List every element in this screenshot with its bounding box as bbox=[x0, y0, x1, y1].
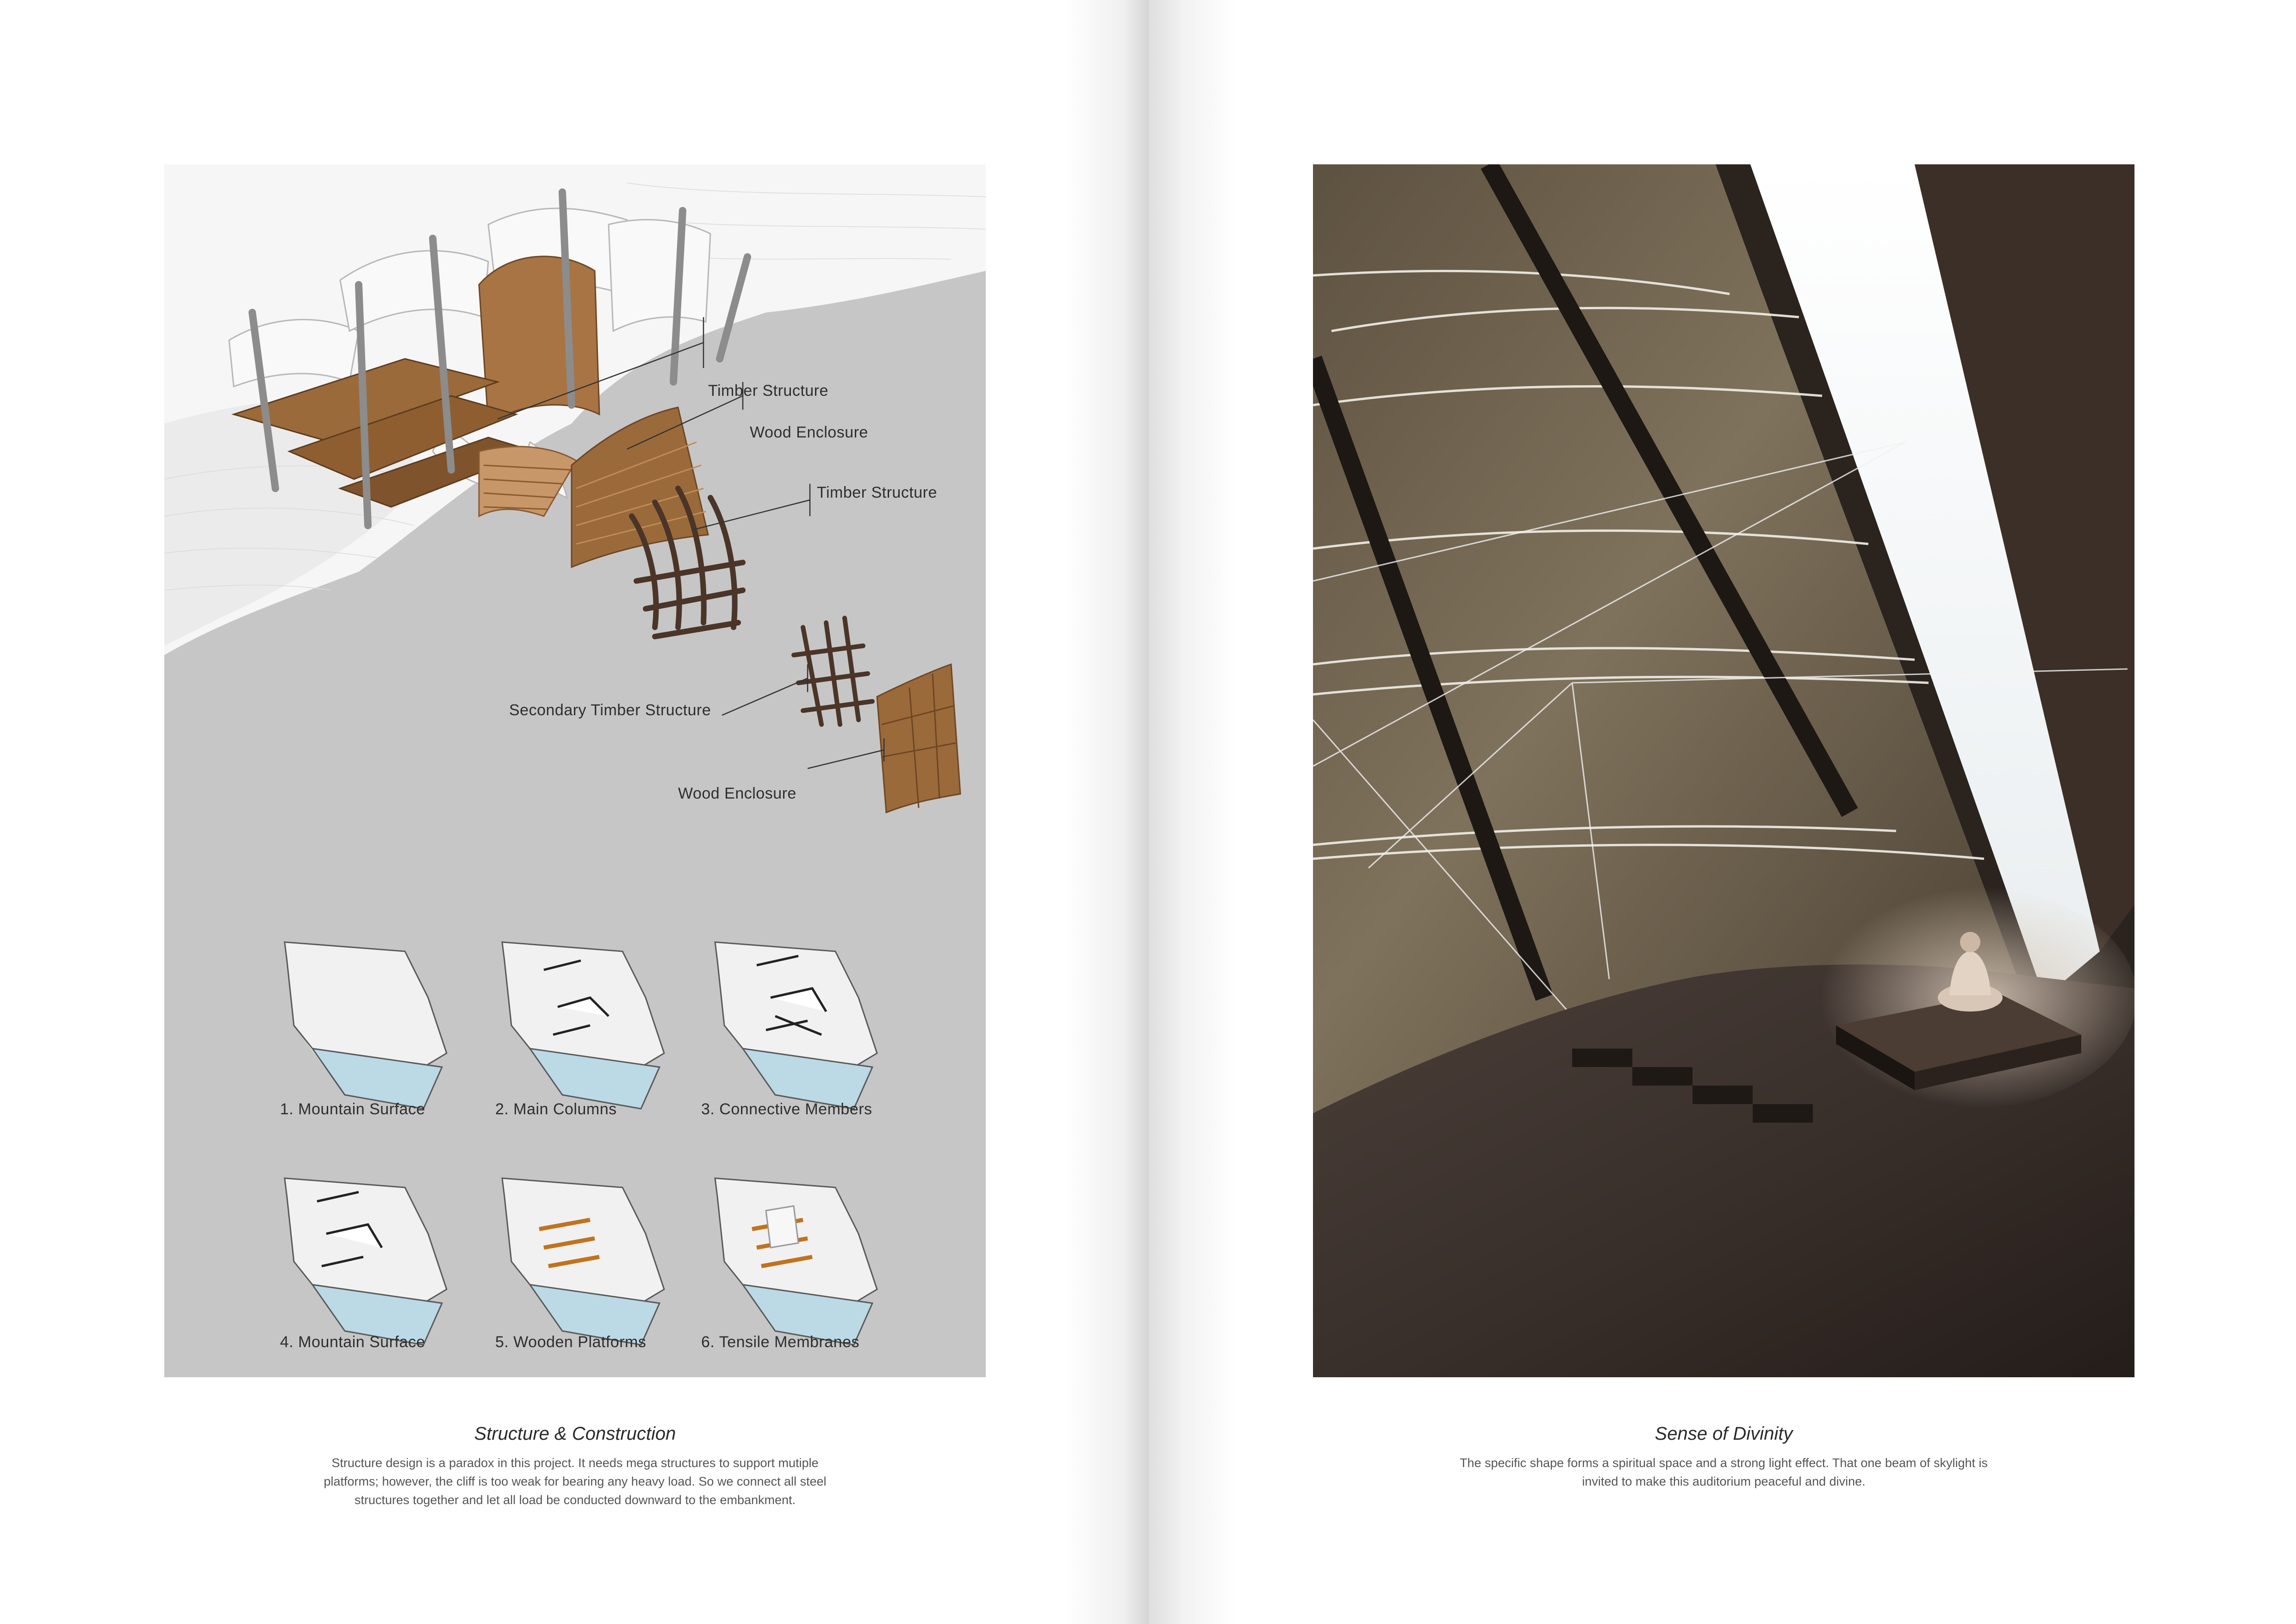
caption-title-left: Structure & Construction bbox=[474, 1424, 676, 1444]
step-3-diagram bbox=[715, 942, 877, 1109]
step-label-1: 1. Mountain Surface bbox=[280, 1100, 425, 1118]
step-label-3: 3. Connective Members bbox=[701, 1100, 872, 1118]
caption-line: invited to make this auditorium peaceful and divine. bbox=[1582, 1474, 1866, 1488]
label-timber-structure-2: Timber Structure bbox=[817, 484, 937, 501]
step-6-diagram bbox=[715, 1178, 877, 1345]
caption-line: The specific shape forms a spiritual space and a strong light effect. That one beam of skylight is bbox=[1459, 1456, 1988, 1470]
step-label-2: 2. Main Columns bbox=[495, 1100, 617, 1118]
step-2-diagram bbox=[502, 942, 664, 1109]
caption-body-right bbox=[1406, 1454, 2042, 1491]
exploded-wood-enclosure-upper bbox=[572, 407, 708, 567]
gutter-shadow-right bbox=[1148, 0, 1236, 1624]
interior-render-panel bbox=[1313, 164, 2134, 1377]
exploded-wood-enclosure-lower bbox=[877, 664, 960, 812]
label-timber-structure-1: Timber Structure bbox=[708, 382, 828, 400]
step-4-diagram bbox=[285, 1178, 447, 1345]
caption-line: structures together and let all load be conducted downward to the embankment. bbox=[354, 1493, 796, 1507]
structure-diagram-panel bbox=[164, 164, 986, 1377]
step-label-6: 6. Tensile Membranes bbox=[701, 1333, 859, 1351]
step-1-diagram bbox=[285, 942, 447, 1109]
label-wood-enclosure-1: Wood Enclosure bbox=[750, 424, 868, 441]
label-wood-enclosure-2: Wood Enclosure bbox=[678, 785, 796, 802]
caption-line: platforms; however, the cliff is too weak for bearing any heavy load. So we connect all steel bbox=[324, 1474, 827, 1488]
step-5-diagram bbox=[502, 1178, 664, 1345]
step-label-5: 5. Wooden Platforms bbox=[495, 1333, 647, 1351]
exploded-wood-fan bbox=[479, 447, 576, 516]
gutter-shadow-left bbox=[1064, 0, 1148, 1624]
caption-body-left bbox=[257, 1454, 893, 1509]
step-diagrams bbox=[285, 942, 877, 1345]
step-label-4: 4. Mountain Surface bbox=[280, 1333, 425, 1351]
caption-line: Structure design is a paradox in this project. It needs mega structures to support mutiple bbox=[331, 1456, 819, 1470]
exploded-axonometric-drawing bbox=[164, 164, 986, 1377]
secondary-timber-grid bbox=[794, 618, 872, 725]
label-secondary-timber-structure: Secondary Timber Structure bbox=[509, 701, 711, 719]
caption-title-right: Sense of Divinity bbox=[1655, 1424, 1793, 1444]
interior-render-illustration bbox=[1313, 164, 2134, 1377]
